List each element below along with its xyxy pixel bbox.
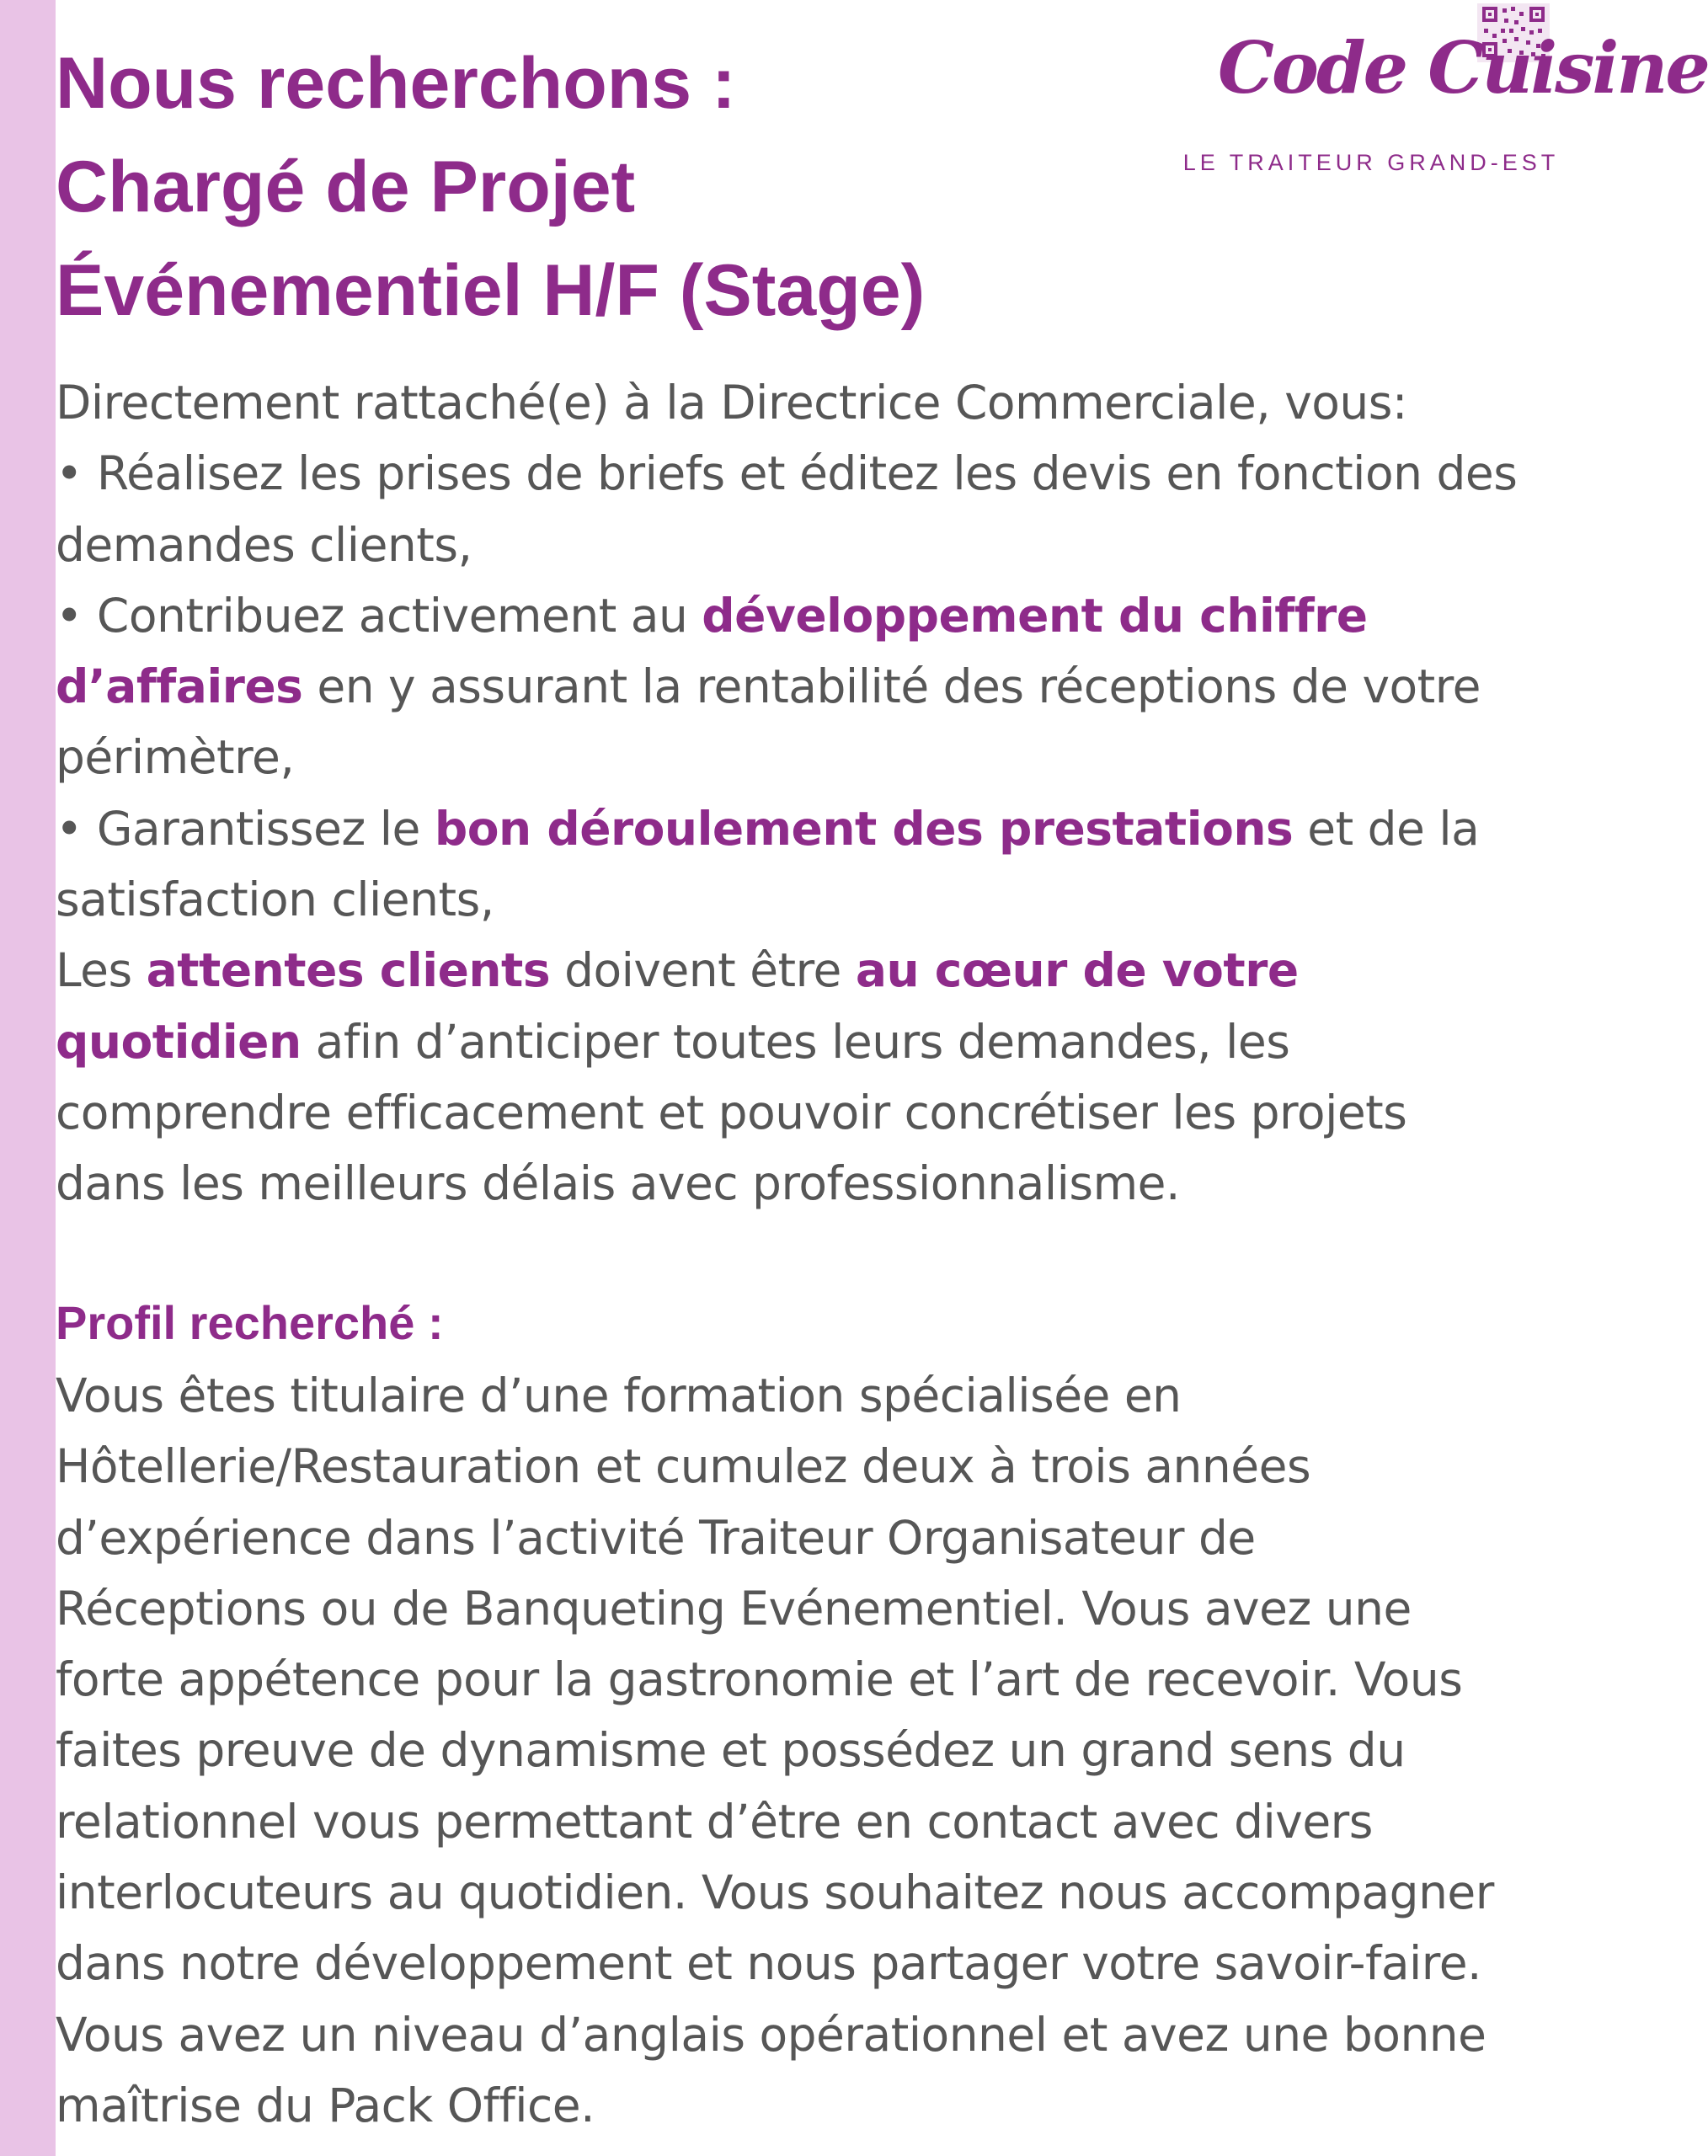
profile-heading: Profil recherché : (56, 1296, 444, 1349)
highlight-text: au cœur de votre (855, 943, 1299, 998)
mission-line: Directement rattaché(e) à la Directrice Commerciale, vous: (56, 376, 1407, 430)
profile-line: interlocuteurs au quotidien. Vous souhaitez nous accompagner (56, 1865, 1494, 1920)
profile-line: Hôtellerie/Restauration et cumulez deux à trois années (56, 1439, 1311, 1494)
mission-line: • Réalisez les prises de briefs et éditez les devis en fonction des (56, 446, 1518, 501)
text-fragment: afin d’anticiper toutes leurs demandes, les (301, 1014, 1290, 1069)
page-title (56, 32, 925, 343)
text-fragment: doivent être (550, 943, 856, 998)
mission-paragraph (56, 367, 1517, 1219)
text-fragment: et de la (1293, 801, 1480, 856)
job-posting (56, 0, 1708, 2156)
profile-line: dans notre développement et nous partager votre savoir-faire. (56, 1936, 1482, 1991)
profile-line: forte appétence pour la gastronomie et l’art de recevoir. Vous (56, 1652, 1463, 1707)
profile-line: Vous êtes titulaire d’une formation spécialisée en (56, 1369, 1182, 1422)
mission-line: périmètre, (56, 730, 295, 785)
mission-line: demandes clients, (56, 517, 472, 572)
title-line-2: Chargé de Projet (56, 147, 636, 227)
brand-name: Code Cuisine (1218, 26, 1708, 109)
title-line-3: Événementiel H/F (Stage) (56, 250, 926, 331)
title-line-1: Nous recherchons : (56, 43, 736, 124)
mission-line: dans les meilleurs délais avec professionnalisme. (56, 1156, 1180, 1211)
mission-line (56, 1006, 1517, 1077)
profile-line: maîtrise du Pack Office. (56, 2078, 595, 2132)
text-fragment: • Garantissez le (56, 801, 435, 856)
side-color-band (0, 0, 56, 2156)
mission-line: satisfaction clients, (56, 873, 494, 927)
mission-line (56, 580, 1517, 651)
highlight-text: quotidien (56, 1014, 302, 1069)
mission-line: comprendre efficacement et pouvoir concrétiser les projets (56, 1085, 1407, 1139)
mission-line (56, 651, 1517, 722)
profile-line: faites preuve de dynamisme et possédez un grand sens du (56, 1723, 1406, 1778)
profile-line: d’expérience dans l’activité Traiteur Organisateur de (56, 1510, 1256, 1565)
profile-line: Vous avez un niveau d’anglais opérationnel et avez une bonne (56, 2007, 1486, 2062)
highlight-text: bon déroulement des prestations (434, 801, 1294, 856)
text-fragment: en y assurant la rentabilité des réceptions de votre (302, 659, 1481, 714)
profile-line: Réceptions ou de Banqueting Evénementiel. Vous avez une (56, 1581, 1412, 1636)
highlight-text: d’affaires (56, 659, 303, 714)
mission-line (56, 935, 1517, 1006)
mission-line (56, 793, 1517, 864)
text-fragment: • Contribuez activement au (56, 588, 702, 643)
profile-paragraph (56, 1360, 1494, 2141)
highlight-text: développement du chiffre (702, 588, 1368, 643)
highlight-text: attentes clients (146, 943, 551, 998)
text-fragment: Les (56, 943, 147, 998)
brand-tagline: LE TRAITEUR GRAND-EST (1182, 150, 1560, 175)
brand-logo (1125, 0, 1708, 194)
profile-line: relationnel vous permettant d’être en contact avec divers (56, 1794, 1373, 1849)
